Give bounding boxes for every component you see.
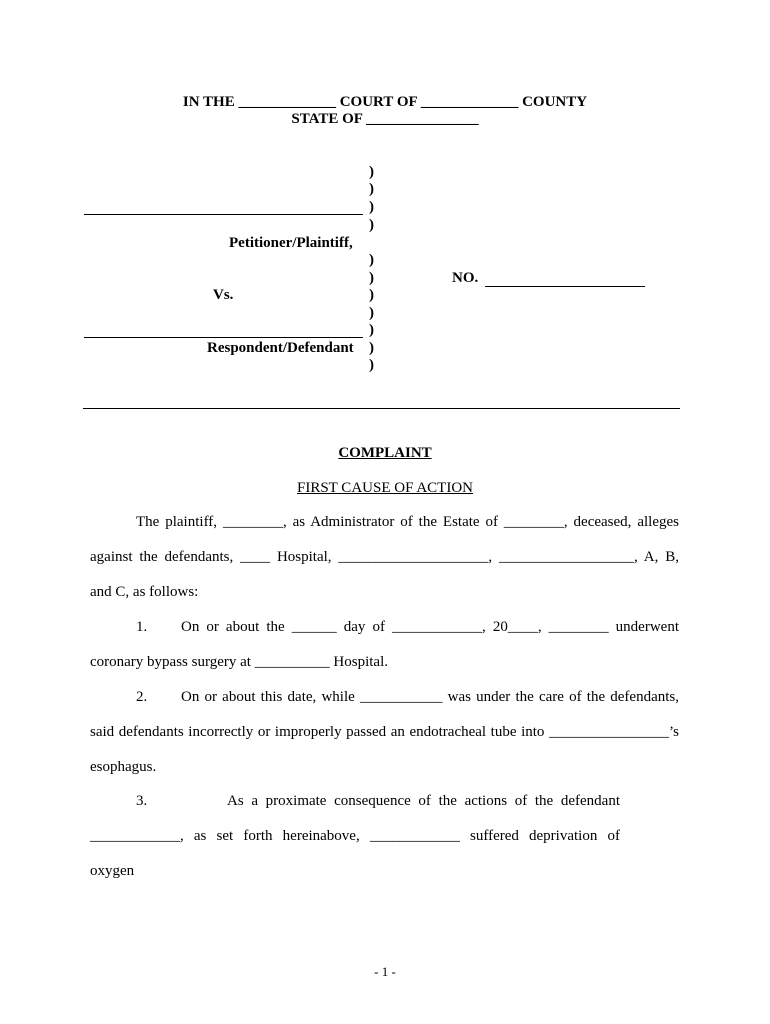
item2-line1: On or about this date, while ___________ was under the care of the defendants, xyxy=(181,689,679,705)
caption-divider xyxy=(83,408,680,409)
vs-label: Vs. xyxy=(213,287,234,303)
item2-line2: said defendants incorrectly or improperly passed an endotracheal tube into ________________’s xyxy=(90,724,679,740)
item3-line1: As a proximate consequence of the actions of the defendant xyxy=(227,793,620,809)
para-number: 1. xyxy=(136,619,148,635)
item3-line3: oxygen xyxy=(90,863,135,879)
court-heading: IN THE _____________ COURT OF _____________ COUNTY xyxy=(182,94,588,110)
item3-line2: ____________, as set forth hereinabove, ____________ suffered deprivation of xyxy=(90,828,620,844)
caption-paren: ) xyxy=(369,217,374,233)
para1-line3: and C, as follows: xyxy=(90,584,199,600)
caption-paren: ) xyxy=(369,305,374,321)
caption-paren: ) xyxy=(369,322,374,338)
item1-line2: coronary bypass surgery at __________ Hospital. xyxy=(90,654,389,670)
document-title: COMPLAINT xyxy=(338,445,432,461)
case-number-label: NO. xyxy=(452,270,479,286)
caption-paren: ) xyxy=(369,164,374,180)
caption-paren: ) xyxy=(369,287,374,303)
page-number: - 1 - xyxy=(374,964,396,979)
section-title: FIRST CAUSE OF ACTION xyxy=(296,480,473,496)
respondent-name-line xyxy=(84,337,363,338)
para-number: 3. xyxy=(136,793,148,809)
item2-line3: esophagus. xyxy=(90,759,157,775)
caption-paren: ) xyxy=(369,357,374,373)
caption-paren: ) xyxy=(369,252,374,268)
para1-line1: The plaintiff, ________, as Administrator of the Estate of ________, deceased, alleges xyxy=(136,514,679,530)
caption-paren: ) xyxy=(369,340,374,356)
petitioner-label: Petitioner/Plaintiff, xyxy=(229,235,353,251)
caption-paren: ) xyxy=(369,270,374,286)
state-heading: STATE OF _______________ xyxy=(291,111,479,127)
item1-line1: On or about the ______ day of ____________, 20____, ________ underwent xyxy=(181,619,679,635)
respondent-label: Respondent/Defendant xyxy=(207,340,354,356)
caption-paren: ) xyxy=(369,199,374,215)
caption-paren: ) xyxy=(369,181,374,197)
para1-line2: against the defendants, ____ Hospital, ____________________, __________________, A, B, xyxy=(90,549,679,565)
case-number-line xyxy=(485,286,645,287)
para-number: 2. xyxy=(136,689,148,705)
petitioner-name-line xyxy=(84,214,363,215)
